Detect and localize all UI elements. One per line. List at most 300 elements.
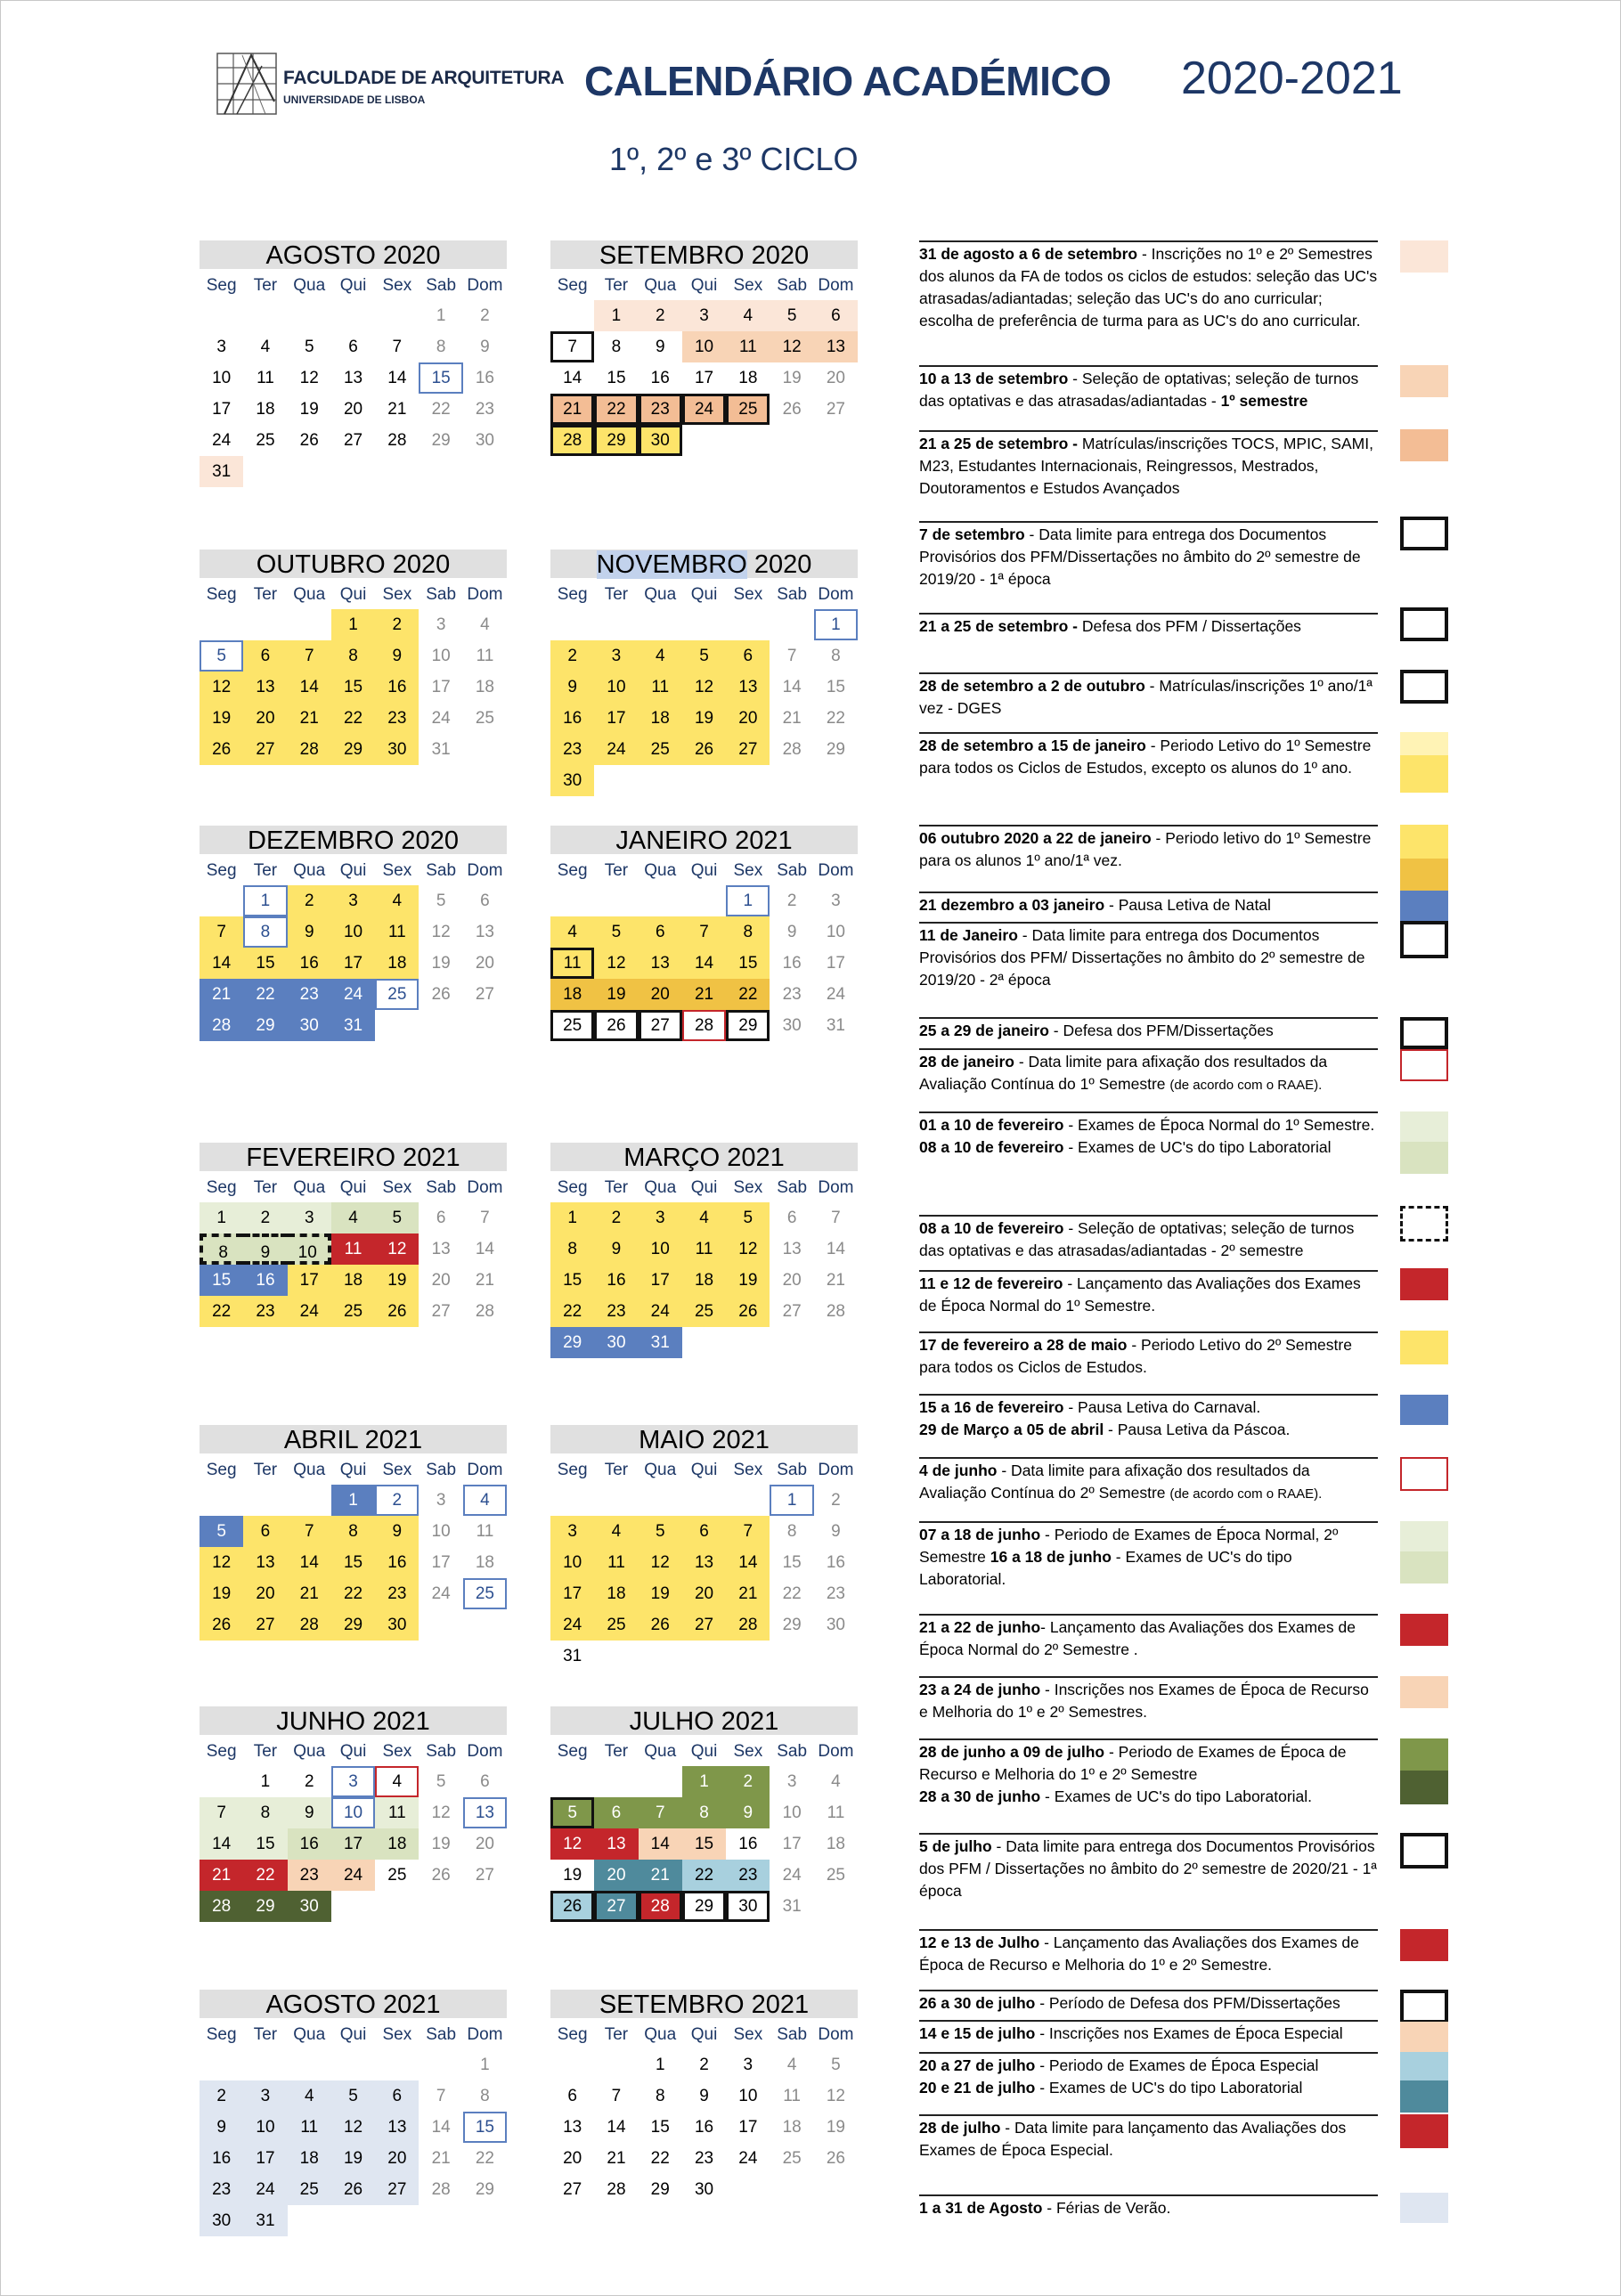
month-calendar [550,826,858,1041]
day-cell: 5 [831,2056,841,2074]
day-cell: 15 [331,672,375,703]
legend-text: - Periodo de Exames de Época de Recurso e Melhoria do 1º e 2º Semestre [919,1743,1347,1783]
legend-entry [919,922,1378,991]
day-cell: 19 [375,1265,419,1296]
legend-date: 1 a 31 de Agosto [919,2199,1043,2217]
legend-date: 12 e 13 de Julho [919,1934,1040,1951]
day-cell: 5 [594,916,638,948]
day-cell: 22 [594,394,638,425]
day-cell: 28 [288,1609,331,1641]
day-cell: 27 [375,2174,419,2205]
weekday-label: Dom [467,1461,503,1479]
legend-swatch [1400,1738,1448,1771]
legend-text: - Lançamento das Avaliações dos Exames de Época Normal do 2º Semestre . [919,1618,1356,1658]
legend-date: 14 e 15 de julho [919,2024,1036,2042]
day-cell: 21 [431,2149,451,2168]
day-cell: 1 [200,1202,243,1233]
day-cell: 24 [682,394,726,425]
day-cell: 4 [682,1202,726,1233]
day-cell: 2 [786,892,797,910]
day-cell: 13 [594,1828,638,1860]
empty-day-cell [639,1766,682,1797]
day-cell: 3 [743,2056,753,2074]
day-cell: 15 [682,1828,726,1860]
day-cell: 3 [216,338,226,356]
day-cell: 28 [726,1609,770,1641]
day-cell: 19 [331,2143,375,2174]
legend-text: - Periodo Letivo do 1º Semestre para todos os Ciclos de Estudos, excepto os alunos do 1º ano. [919,737,1372,777]
day-cell: 15 [243,1828,287,1860]
weekday-label: Sab [777,1178,808,1197]
weekday-header [200,856,507,885]
day-cell: 15 [463,2112,507,2143]
empty-day-cell [200,300,243,331]
day-cell: 13 [343,369,363,387]
day-cell: 4 [726,300,770,331]
legend-swatch [1400,607,1448,641]
day-cell: 1 [726,885,770,916]
day-cell: 1 [655,2056,665,2074]
legend-date: 07 a 18 de junho [919,1526,1041,1543]
day-cell: 21 [607,2149,626,2168]
day-cell: 9 [550,672,594,703]
day-cell: 26 [594,1010,638,1041]
day-cell: 5 [682,640,726,672]
weekday-header [550,1455,858,1485]
weekday-label: Ter [253,1461,278,1479]
day-cell: 25 [256,431,275,450]
day-cell: 13 [431,1240,451,1258]
day-cell: 30 [726,1891,770,1922]
legend-text: - Data limite para entrega dos Documentos Provisórios dos PFM / Dissertações no âmbito do 2º semestre de 2020/21 - 1ª época [919,1837,1377,1900]
legend-swatch [1400,755,1448,793]
day-cell: 9 [288,916,331,948]
day-cell: 21 [682,979,726,1010]
day-cell: 10 [212,369,232,387]
day-cell: 24 [431,1584,451,1603]
day-cell: 23 [826,1584,845,1603]
weekday-label: Qui [339,585,367,604]
empty-day-cell [550,609,594,640]
day-cell: 24 [594,734,638,765]
empty-day-cell [770,609,813,640]
empty-day-cell [288,1485,331,1516]
legend-text: - Lançamento das Avaliações dos Exames de Época Normal do 1º Semestre. [919,1274,1361,1315]
weekday-label: Sab [426,585,457,604]
day-cell: 30 [375,734,419,765]
day-grid [550,300,858,456]
weekday-label: Seg [206,1742,237,1761]
day-cell: 16 [550,703,594,734]
day-cell: 14 [387,369,407,387]
legend-text: - Periodo de Exames de Época Especial [1035,2056,1319,2074]
day-cell: 17 [288,1265,331,1296]
day-cell: 17 [550,1578,594,1609]
weekday-label: Qui [690,1742,718,1761]
day-cell: 24 [639,1296,682,1327]
day-cell: 2 [243,1202,287,1233]
day-grid [200,1202,507,1327]
day-cell: 25 [639,734,682,765]
legend-entry [919,672,1378,720]
day-cell: 24 [431,709,451,728]
day-cell: 4 [375,1766,419,1797]
day-cell: 7 [611,2087,622,2105]
day-cell: 20 [475,1835,494,1853]
legend-entry [919,2052,1378,2099]
empty-day-cell [375,2049,419,2080]
day-cell: 24 [212,431,232,450]
weekday-label: Qua [644,585,677,604]
day-cell: 10 [782,1803,802,1822]
day-cell: 11 [257,369,274,387]
day-cell: 7 [436,2087,446,2105]
day-cell: 8 [331,640,375,672]
day-cell: 14 [200,948,243,979]
day-cell: 22 [550,1296,594,1327]
day-cell: 14 [563,369,582,387]
day-cell: 6 [375,2080,419,2112]
day-cell: 12 [770,331,813,362]
legend-date: 28 a 30 de junho [919,1787,1041,1805]
weekday-header [200,2020,507,2049]
legend-swatch [1400,1111,1448,1142]
day-cell: 27 [243,734,287,765]
legend-swatch [1400,365,1448,397]
day-cell: 3 [682,300,726,331]
day-cell: 30 [375,1609,419,1641]
day-cell: 30 [594,1327,638,1358]
day-cell: 22 [431,400,451,419]
day-cell: 25 [463,1578,507,1609]
empty-day-cell [594,2049,638,2080]
legend-text: - Data limite para lançamento das Avaliações dos Exames de Época Especial. [919,2119,1347,2159]
legend-swatch [1400,429,1448,461]
day-cell: 7 [550,331,594,362]
day-cell: 10 [243,2112,287,2143]
day-cell: 25 [375,979,419,1010]
day-cell: 6 [594,1797,638,1828]
month-title: JUNHO 2021 [200,1706,507,1735]
cycle-subtitle: 1º, 2º e 3º CICLO [609,141,859,177]
weekday-label: Qui [339,1461,367,1479]
day-cell: 1 [480,2056,490,2074]
day-cell: 6 [567,2087,577,2105]
weekday-label: Sab [426,2025,457,2044]
month-calendar [550,1990,858,2205]
day-cell: 15 [650,2118,670,2137]
day-cell: 18 [594,1578,638,1609]
weekday-header [200,580,507,609]
day-cell: 5 [639,1516,682,1547]
legend-text: - Exames de UC's do tipo Laboratorial. [1040,1787,1313,1805]
empty-day-cell [594,885,638,916]
day-cell: 11 [476,647,494,665]
weekday-label: Ter [253,1178,278,1197]
weekday-label: Dom [467,1178,503,1197]
legend-swatch [1400,670,1448,704]
day-cell: 21 [726,1578,770,1609]
day-cell: 24 [288,1296,331,1327]
legend-date: 28 de setembro a 15 de janeiro [919,737,1146,754]
legend-text: - Data limite para afixação dos resultados da Avaliação Contínua do 1º Semestre [919,1053,1328,1093]
legend-text: - Período de Defesa dos PFM/Dissertações [1035,1994,1340,2012]
legend-swatch [1400,1551,1448,1584]
day-cell: 20 [475,954,494,973]
day-cell: 21 [782,709,802,728]
day-cell: 18 [256,400,275,419]
day-cell: 17 [331,948,375,979]
day-cell: 1 [436,306,446,325]
day-cell: 3 [436,1491,446,1510]
day-cell: 5 [375,1202,419,1233]
legend-entry [919,1929,1378,1976]
empty-day-cell [243,609,287,640]
day-cell: 6 [480,1772,490,1791]
weekday-label: Dom [467,861,503,880]
day-cell: 6 [682,1516,726,1547]
legend-swatch [1400,1142,1448,1174]
legend-date: 28 de julho [919,2119,1001,2137]
legend-swatch [1400,1521,1448,1551]
legend-swatch [1400,2193,1448,2223]
day-cell: 6 [243,1516,287,1547]
day-cell: 7 [288,1516,331,1547]
day-cell: 14 [726,1547,770,1578]
day-cell: 9 [726,1797,770,1828]
weekday-label: Qui [339,861,367,880]
legend-text: Defesa dos PFM / Dissertações [1081,617,1301,635]
day-cell: 12 [375,1233,419,1265]
day-cell: 10 [738,2087,758,2105]
weekday-label: Sex [382,1742,412,1761]
day-cell: 20 [375,2143,419,2174]
weekday-label: Ter [604,1742,629,1761]
day-cell: 7 [726,1516,770,1547]
logo-line-1: FACULDADE DE ARQUITETURA [283,68,565,88]
day-cell: 9 [375,640,419,672]
day-cell: 27 [431,1302,451,1321]
day-cell: 7 [200,1797,243,1828]
day-cell: 16 [475,369,494,387]
month-title-highlight: NOVEMBRO [596,550,747,579]
legend-swatch [1400,240,1448,273]
day-cell: 3 [639,1202,682,1233]
day-cell: 18 [288,2143,331,2174]
day-cell: 29 [726,1010,770,1041]
weekday-label: Dom [818,861,854,880]
legend-swatch [1400,2022,1448,2052]
legend-text: - Pausa Letiva da Páscoa. [1104,1421,1291,1438]
weekday-label: Sab [777,276,808,295]
day-cell: 26 [682,734,726,765]
day-cell: 16 [826,1553,845,1572]
day-cell: 28 [200,1891,243,1922]
day-cell: 27 [475,1866,494,1885]
weekday-label: Dom [818,1742,854,1761]
day-cell: 2 [288,885,331,916]
day-cell: 6 [786,1209,797,1227]
day-cell: 4 [786,2056,797,2074]
day-cell: 9 [699,2087,709,2105]
day-cell: 12 [200,672,243,703]
day-cell: 23 [288,979,331,1010]
legend-swatch [1400,1331,1448,1364]
day-cell: 23 [694,2149,714,2168]
legend-swatch [1400,1268,1448,1300]
day-cell: 23 [782,985,802,1004]
day-cell: 1 [550,1202,594,1233]
day-cell: 13 [726,672,770,703]
weekday-label: Qui [690,1461,718,1479]
day-cell: 14 [607,2118,626,2137]
day-cell: 11 [726,331,770,362]
day-cell: 12 [639,1547,682,1578]
legend-date: 11 de Janeiro [919,926,1018,944]
day-cell: 26 [431,985,451,1004]
empty-day-cell [726,609,770,640]
weekday-label: Sab [426,861,457,880]
legend-swatch [1400,1676,1448,1708]
day-cell: 19 [826,2118,845,2137]
day-cell: 30 [475,431,494,450]
month-title: AGOSTO 2021 [200,1990,507,2018]
day-cell: 28 [682,1010,726,1041]
weekday-label: Qui [690,585,718,604]
weekday-label: Seg [206,585,237,604]
weekday-label: Seg [557,276,588,295]
day-cell: 11 [827,1803,845,1822]
weekday-label: Sab [426,1178,457,1197]
empty-day-cell [726,1485,770,1516]
day-cell: 19 [682,703,726,734]
day-cell: 8 [243,916,287,948]
day-cell: 25 [682,1296,726,1327]
legend-text: (de acordo com o RAAE). [1169,1078,1323,1093]
legend-entry [919,2194,1378,2219]
day-cell: 24 [550,1609,594,1641]
day-cell: 14 [288,672,331,703]
empty-day-cell [200,885,243,916]
day-cell: 11 [639,672,682,703]
day-cell: 22 [650,2149,670,2168]
day-cell: 16 [288,948,331,979]
day-cell: 22 [200,1296,243,1327]
day-cell: 23 [726,1860,770,1891]
day-cell: 16 [650,369,670,387]
legend-entry [919,365,1378,412]
day-cell: 4 [463,1485,507,1516]
empty-day-cell [243,1485,287,1516]
day-cell: 11 [594,1547,638,1578]
day-cell: 26 [331,2174,375,2205]
month-calendar [200,1425,507,1641]
day-cell: 20 [431,1271,451,1290]
day-cell: 26 [550,1891,594,1922]
day-cell: 21 [550,394,594,425]
empty-day-cell [594,1485,638,1516]
legend-entry [919,613,1378,638]
day-cell: 2 [699,2056,709,2074]
day-cell: 7 [831,1209,841,1227]
weekday-label: Qua [644,1742,677,1761]
day-cell: 20 [639,979,682,1010]
day-cell: 27 [639,1010,682,1041]
empty-day-cell [639,1485,682,1516]
day-cell: 17 [738,2118,758,2137]
day-cell: 17 [782,1835,802,1853]
weekday-label: Sab [777,861,808,880]
legend-swatch [1400,2052,1448,2080]
legend-entry [919,1017,1378,1042]
day-cell: 20 [243,1578,287,1609]
day-cell: 15 [607,369,626,387]
day-cell: 4 [550,916,594,948]
legend-text: - Data limite para entrega dos Documentos Provisórios dos PFM/ Dissertações no âmbito do 2º semestre de 2019/20 - 2ª época [919,926,1365,989]
weekday-label: Sab [777,1461,808,1479]
day-cell: 22 [726,979,770,1010]
day-cell: 26 [431,1866,451,1885]
day-cell: 9 [375,1516,419,1547]
day-grid [200,300,507,487]
day-cell: 28 [475,1302,494,1321]
weekday-label: Qua [293,1742,326,1761]
day-cell: 10 [288,1233,331,1265]
day-cell: 16 [694,2118,714,2137]
day-cell: 13 [814,331,858,362]
legend-date: 01 a 10 de fevereiro [919,1116,1064,1134]
empty-day-cell [639,885,682,916]
day-cell: 21 [288,1578,331,1609]
weekday-label: Sab [777,1742,808,1761]
month-title [550,550,858,578]
day-cell: 28 [200,1010,243,1041]
month-calendar [200,826,507,1041]
legend-date: 21 a 25 de setembro - [919,435,1082,452]
legend-swatch [1400,921,1448,958]
day-cell: 2 [304,1772,314,1791]
day-grid [550,885,858,1041]
day-cell: 28 [782,740,802,759]
legend-entry [919,1833,1378,1902]
month-calendar [550,550,858,796]
legend-text: - Inscrições no 1º e 2º Semestres dos alunos da FA de todos os ciclos de estudos: seleção das UC's atrasadas/adiantadas; seleção das UC's do ano curricular; escolha de preferência de turma para as UC's do ano curricular. [919,245,1378,330]
legend-entry [919,1331,1378,1379]
weekday-label: Qua [644,1461,677,1479]
day-cell: 31 [431,740,451,759]
day-cell: 14 [639,1828,682,1860]
day-cell: 5 [331,2080,375,2112]
weekday-label: Sex [382,2025,412,2044]
day-cell: 18 [682,1265,726,1296]
weekday-label: Sex [733,861,763,880]
day-grid [200,2049,507,2236]
legend-text: - Exames de UC's do tipo Laboratorial [1063,1138,1332,1156]
day-cell: 16 [594,1265,638,1296]
legend-entry [919,1270,1378,1317]
day-cell: 18 [475,1553,494,1572]
day-cell: 3 [331,1766,375,1797]
day-cell: 13 [475,923,494,941]
day-cell: 12 [200,1547,243,1578]
month-title: JANEIRO 2021 [550,826,858,854]
day-cell: 23 [475,400,494,419]
day-cell: 26 [200,1609,243,1641]
day-cell: 5 [550,1797,594,1828]
day-cell: 2 [831,1491,841,1510]
logo-line-2: UNIVERSIDADE DE LISBOA [283,94,426,106]
legend-entry [919,1394,1378,1441]
